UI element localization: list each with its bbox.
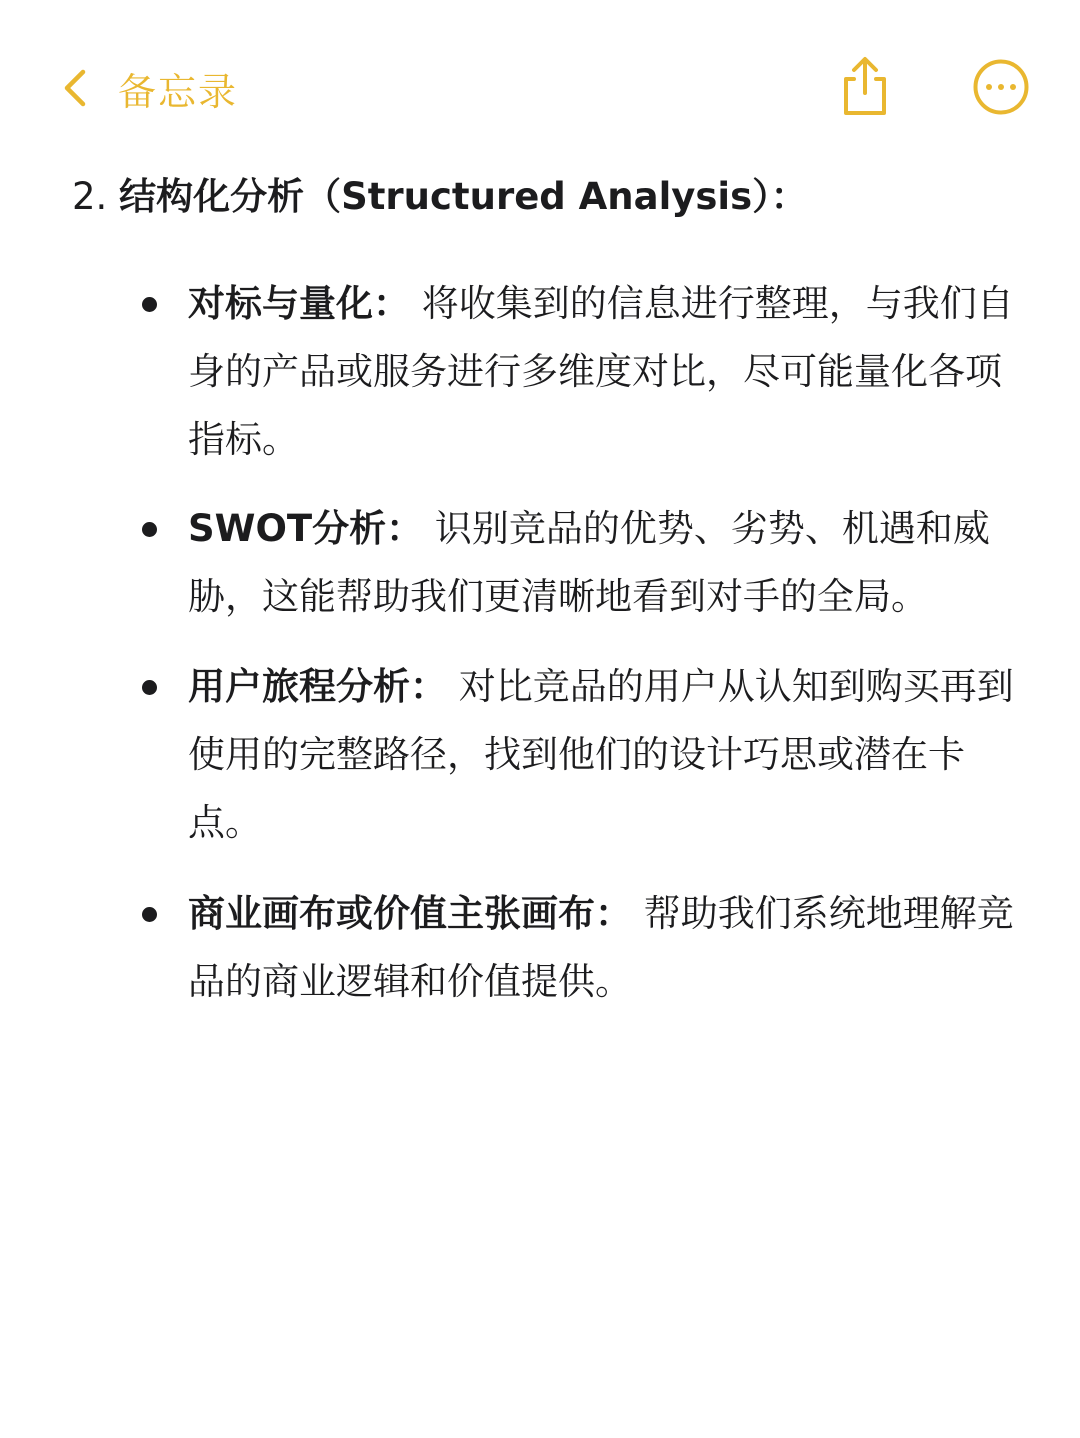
list-item [188,495,1022,631]
share-button[interactable] [836,55,894,119]
bullet-term: SWOT分析： [188,507,424,550]
bullet-description: 帮助我们系统地理解竞品的商业逻辑和价值提供。 [188,892,1014,1003]
heading-number: 2. [72,175,108,218]
more-button[interactable] [972,58,1030,116]
list-item [188,653,1022,857]
bullet-icon [142,907,157,922]
ellipsis-circle-icon [972,101,1030,120]
bullet-term: 对标与量化： [188,282,410,325]
list-item [188,880,1022,1016]
bullet-description: 将收集到的信息进行整理，与我们自身的产品或服务进行多维度对比，尽可能量化各项指标。 [188,282,1014,461]
bullet-description: 对比竞品的用户从认知到购买再到使用的完整路径，找到他们的设计巧思或潜在卡点。 [188,665,1014,844]
back-label: 备忘录 [118,69,239,114]
bullet-term: 商业画布或价值主张画布： [188,892,632,935]
bullet-icon [142,680,157,695]
bullet-icon [142,297,157,312]
share-icon [836,104,894,123]
chevron-left-icon [62,68,88,108]
heading-title: 结构化分析（Structured Analysis）： [119,175,808,218]
section-heading [72,168,1032,226]
bullet-description: 识别竞品的优势、劣势、机遇和威胁，这能帮助我们更清晰地看到对手的全局。 [188,507,990,618]
bullet-term: 用户旅程分析： [188,665,447,708]
list-item [188,270,1022,474]
bullet-icon [142,522,157,537]
navigation-bar [0,0,1080,150]
back-button[interactable] [62,58,238,118]
